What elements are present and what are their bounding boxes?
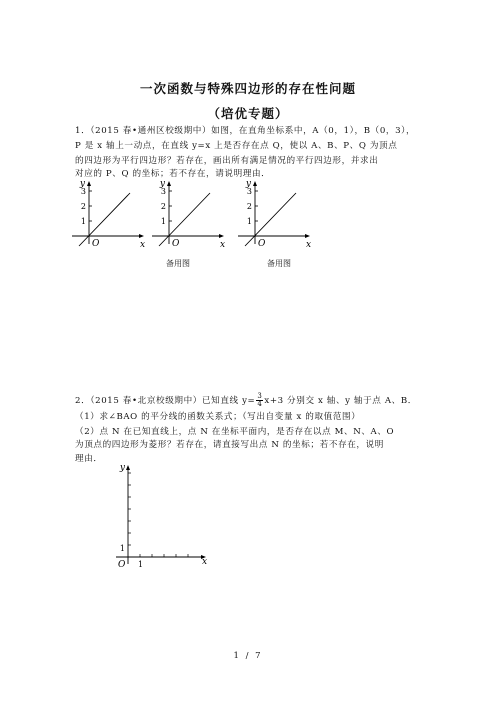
- problem2-line3: （2）点 N 在已知直线上，点 N 在坐标平面内，是否存在以点 M、N、A、O: [75, 427, 395, 437]
- x-axis-arrow: [219, 234, 224, 238]
- fraction: [256, 393, 263, 408]
- problem1-line1: 1．（2015 春•通州区校级期中）如图，在直角坐标系中，A（0，1），B（0，3），: [75, 126, 416, 136]
- line-y-equals-x: [79, 193, 130, 246]
- origin-label: O: [172, 239, 180, 249]
- x-axis-label: x: [306, 240, 312, 250]
- fraction-denominator: 4: [257, 400, 263, 408]
- fraction-numerator: 3: [257, 392, 263, 400]
- y-tick-label-3: 3: [160, 187, 166, 196]
- line-y-equals-x: [159, 193, 210, 246]
- problem1-graph-3: [236, 176, 316, 248]
- y-axis-arrow: [253, 181, 257, 186]
- x-axis-label: x: [140, 240, 146, 250]
- y-tick-label-1: 1: [246, 217, 252, 226]
- y-tick-label-2: 2: [160, 202, 166, 211]
- y-tick-label-2: 2: [80, 202, 86, 211]
- y-tick-label-3: 3: [80, 187, 86, 196]
- x-axis-label: x: [202, 557, 208, 567]
- y-tick-label-2: 2: [246, 202, 252, 211]
- problem1-graph-2: [150, 176, 230, 248]
- problem1-graph-1: [70, 176, 150, 248]
- origin-label: O: [258, 239, 266, 249]
- y-axis-label: y: [79, 179, 85, 189]
- caption-2: 备用图: [267, 259, 291, 268]
- problem1-line4: 对应的 P、Q 的坐标；若不存在，请说明理由．: [75, 169, 271, 179]
- problem2-line4: 为顶点的四边形为菱形？若存在，请直接写出点 N 的坐标；若不存在，说明: [75, 440, 384, 450]
- y-axis-label: y: [119, 463, 125, 473]
- page-subtitle: （培优专题）: [207, 106, 289, 121]
- y-axis-arrow: [87, 181, 91, 186]
- y-tick-label-1: 1: [80, 217, 86, 226]
- problem2-line5: 理由．: [75, 454, 103, 464]
- y-axis-arrow: [167, 181, 171, 186]
- y-tick-label-3: 3: [246, 187, 252, 196]
- problem2-line1-suffix: x+3 分别交 x 轴、y 轴于点 A、B．: [264, 396, 417, 406]
- origin-label: O: [118, 560, 126, 570]
- problem1-line3: 的四边形为平行四边形？若存在，画出所有满足情况的平行四边形，并求出: [75, 156, 379, 166]
- page-title: 一次函数与特殊四边形的存在性问题: [139, 81, 356, 96]
- x-axis-arrow: [139, 234, 144, 238]
- origin-label: O: [92, 239, 100, 249]
- y-axis-label: y: [159, 179, 165, 189]
- problem1-line2: P 是 x 轴上一动点，在直线 y=x 上是否存在点 Q，使以 A、B、P、Q 为顶点: [75, 141, 398, 151]
- problem2-line2: （1）求∠BAO 的平分线的函数关系式；（写出自变量 x 的取值范围）: [75, 412, 361, 422]
- problem2-line1-prefix: 2．（2015 春•北京校级期中）已知直线 y=: [75, 396, 256, 406]
- y-axis-label: y: [245, 179, 251, 189]
- problem2-line1: [75, 393, 431, 408]
- x-tick-label-1: 1: [138, 560, 144, 569]
- caption-1: 备用图: [166, 259, 190, 268]
- y-tick-label-1: 1: [160, 217, 166, 226]
- x-axis-arrow: [305, 234, 310, 238]
- y-tick-label-1: 1: [119, 544, 125, 553]
- y-axis-arrow: [126, 465, 130, 470]
- page-number: 1 / 7: [233, 651, 263, 661]
- line-y-equals-x: [245, 193, 296, 246]
- x-axis-ticks: [140, 554, 188, 557]
- x-axis-label: x: [220, 240, 226, 250]
- problem2-graph: [112, 460, 210, 572]
